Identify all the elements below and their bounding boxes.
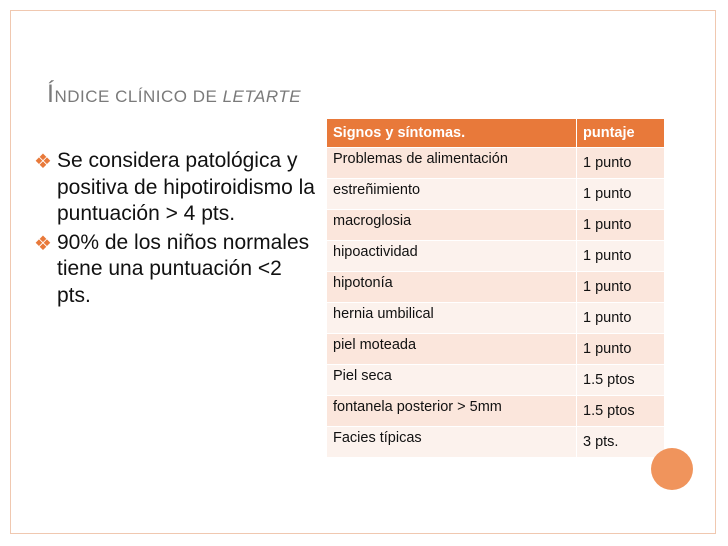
table-row (327, 334, 665, 365)
table-row (327, 148, 665, 179)
cell-sign: hipotonía (327, 272, 577, 303)
cell-sign: Piel seca (327, 365, 577, 396)
score-table (326, 118, 665, 458)
cell-sign: estreñimiento (327, 179, 577, 210)
table-row (327, 427, 665, 458)
cell-score: 1.5 ptos (577, 396, 665, 427)
table-body (327, 148, 665, 458)
cell-score: 1 punto (577, 210, 665, 241)
bullet-text: 90% de los niños normales tiene una puntuación <2 pts. (57, 230, 310, 307)
bullet-diamond-icon: ❖ (34, 232, 52, 255)
bullet-item (34, 230, 316, 310)
cell-sign: fontanela posterior > 5mm (327, 396, 577, 427)
title-initial: Í (47, 80, 55, 108)
cell-sign: macroglosia (327, 210, 577, 241)
cell-score: 1.5 ptos (577, 365, 665, 396)
cell-score: 1 punto (577, 334, 665, 365)
table-row (327, 179, 665, 210)
table-row (327, 272, 665, 303)
cell-sign: hipoactividad (327, 241, 577, 272)
header-score: puntaje (577, 119, 665, 148)
bullet-item (34, 148, 316, 228)
cell-score: 1 punto (577, 179, 665, 210)
title-italic: LETARTE (222, 87, 302, 106)
bullet-text: Se considera patológica y positiva de hipotiroidismo la puntuación > 4 pts. (57, 149, 315, 225)
table-row (327, 210, 665, 241)
header-signs: Signos y síntomas. (327, 119, 577, 148)
bullet-list (34, 148, 316, 311)
table-row (327, 396, 665, 427)
table-row (327, 303, 665, 334)
cell-score: 1 punto (577, 148, 665, 179)
title-rest: NDICE CLÍNICO DE (54, 87, 223, 106)
cell-score: 3 pts. (577, 427, 665, 458)
cell-sign: piel moteada (327, 334, 577, 365)
cell-score: 1 punto (577, 241, 665, 272)
table-header-row (327, 119, 665, 148)
cell-score: 1 punto (577, 272, 665, 303)
slide-title (47, 80, 301, 109)
cell-sign: hernia umbilical (327, 303, 577, 334)
cell-sign: Facies típicas (327, 427, 577, 458)
decorative-circle (651, 448, 693, 490)
bullet-diamond-icon: ❖ (34, 151, 52, 173)
cell-score: 1 punto (577, 303, 665, 334)
table-row (327, 241, 665, 272)
cell-sign: Problemas de alimentación (327, 148, 577, 179)
table-row (327, 365, 665, 396)
